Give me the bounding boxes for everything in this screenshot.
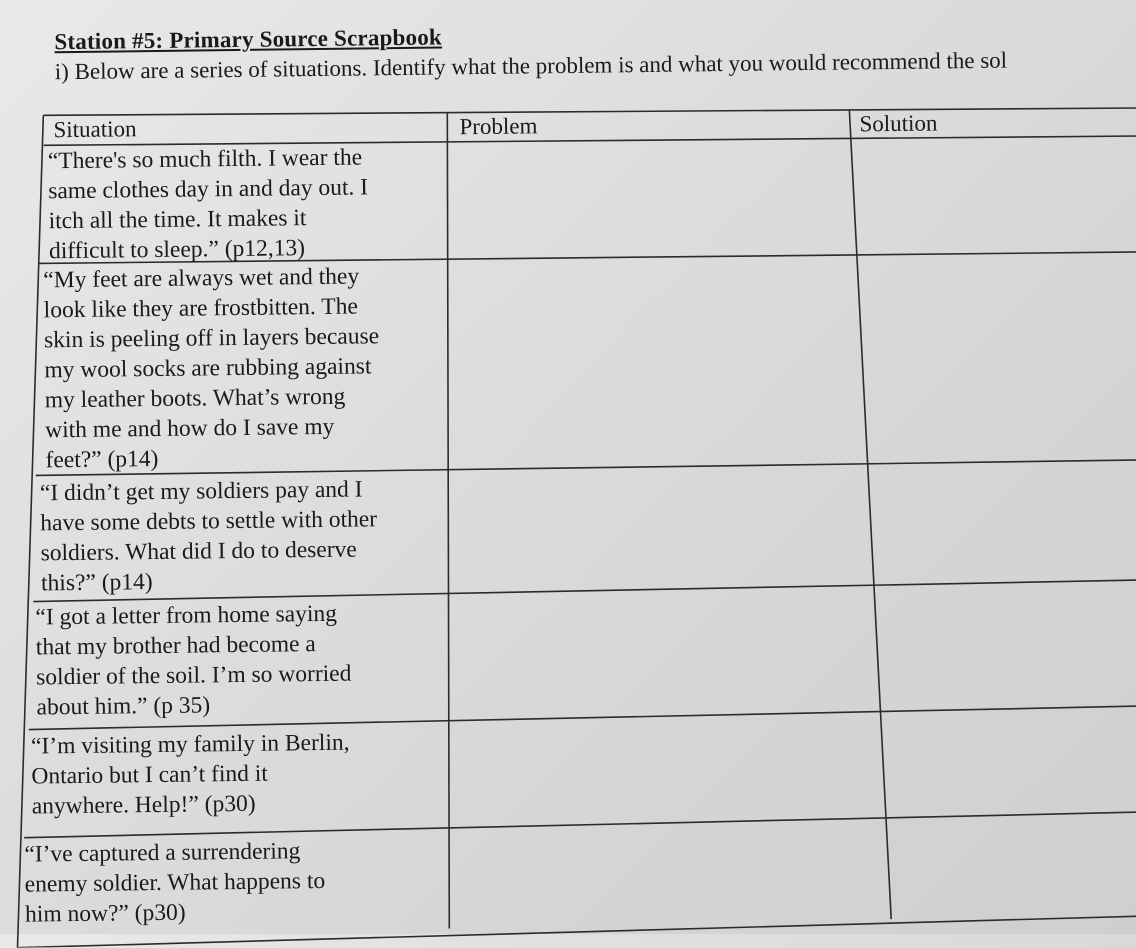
column-header-problem: Problem [459, 113, 538, 140]
page-title: Station #5: Primary Source Scrapbook [54, 24, 443, 55]
problem-cell-5[interactable] [451, 719, 860, 820]
solution-cell-1[interactable] [858, 139, 1129, 250]
solution-cell-6[interactable] [892, 818, 1136, 913]
problem-cell-3[interactable] [452, 470, 853, 587]
situation-cell-6: “I’ve captured a surrendering enemy soldier. What happens to him now?” (p30) [24, 838, 326, 928]
solution-cell-2[interactable] [865, 256, 1133, 459]
problem-cell-6[interactable] [450, 825, 863, 922]
instructions-text: i) Below are a series of situations. Identify what the problem is and what you would recommend the sol [54, 47, 1008, 85]
table-top-border [43, 102, 1136, 121]
problem-cell-4[interactable] [451, 591, 856, 712]
problem-cell-1[interactable] [454, 141, 845, 256]
solution-cell-4[interactable] [879, 586, 1136, 705]
solution-cell-5[interactable] [885, 712, 1136, 811]
column-header-solution: Solution [859, 110, 938, 137]
situation-cell-5: “I’m visiting my family in Berlin, Ontario but I can’t find it anywhere. Help!” (p30) [30, 729, 350, 820]
column-header-situation: Situation [53, 116, 137, 143]
situation-cell-2: “My feet are always wet and they look like they are frostbitten. The skin is peeling off in layers because my wool socks are rubbing against my leather boots. What’s wrong with me and how do I save my feet?” (p14) [43, 263, 380, 474]
situation-cell-4: “I got a letter from home saying that my brother had become a soldier of the soil. I’m so worried about him.” (p 35) [35, 600, 352, 721]
situation-cell-1: “There's so much filth. I wear the same clothes day in and day out. I itch all the time. It makes it difficult to sleep.” (p12,13) [47, 144, 369, 265]
problem-cell-2[interactable] [451, 260, 847, 465]
solution-cell-3[interactable] [874, 464, 1135, 579]
situation-cell-3: “I didn’t get my soldiers pay and I have some debts to settle with other soldiers. What did I do to deserve this?” (p14) [39, 476, 378, 597]
